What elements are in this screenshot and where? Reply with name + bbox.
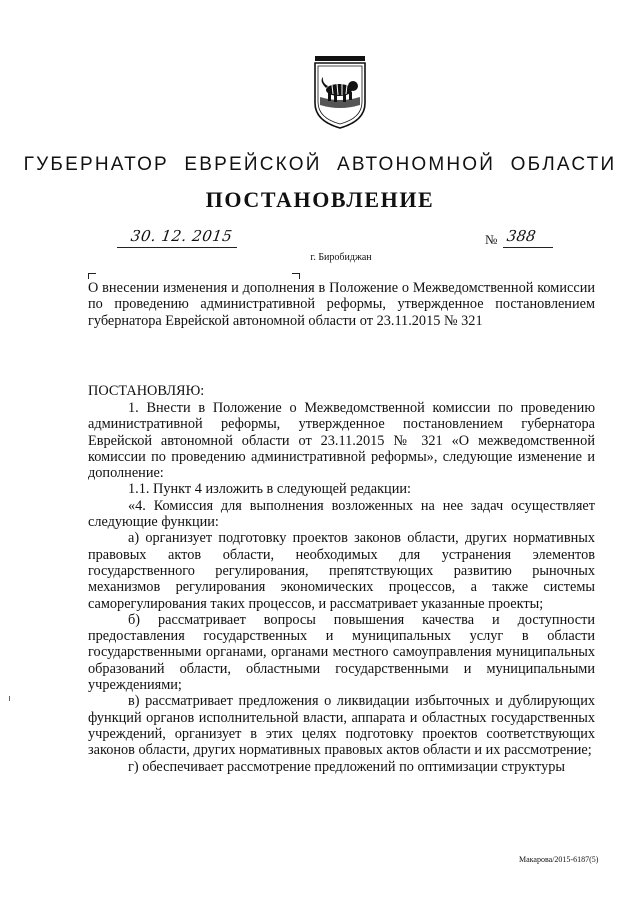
handwritten-date: 30. 12. 2015 bbox=[129, 227, 234, 245]
paragraph: 1. Внести в Положение о Межведомственной комиссии по проведению административной реформы, утвержденное постановлением губернатора Еврейской автономной области от 23.11.2015 № 321 «О межведомственной комиссии по проведению административной реформы», следующие изменение и дополнение: bbox=[88, 400, 595, 482]
subject-bracket-right bbox=[292, 273, 300, 279]
document-type-title: ПОСТАНОВЛЕНИЕ bbox=[205, 187, 435, 212]
margin-mark bbox=[9, 696, 10, 701]
handwritten-number: 388 bbox=[505, 227, 537, 245]
coat-of-arms-emblem bbox=[307, 53, 373, 131]
subject-bracket-left bbox=[88, 273, 96, 279]
paragraph: в) рассматривает предложения о ликвидации избыточных и дублирующих функций органов исполнительной власти, аппарата и областных государственных учреждений, организует в этих целях подготовку проектов соответствующих законов области, других нормативных правовых актов области и их рассмотрение; bbox=[88, 693, 595, 759]
paragraph: 1.1. Пункт 4 изложить в следующей редакции: bbox=[128, 481, 411, 498]
date-field bbox=[117, 229, 237, 248]
document-subject: О внесении изменения и дополнения в Положение о Межведомственной комиссии по проведению административной реформы, утвержденное постановлением губернатора Еврейской автономной области от 23.11.2015 № 321 bbox=[88, 280, 595, 329]
paragraph: г) обеспечивает рассмотрение предложений по оптимизации структуры bbox=[128, 758, 565, 775]
number-field bbox=[503, 229, 553, 248]
footer-code: Макарова/2015-6187(5) bbox=[519, 855, 599, 864]
paragraph: «4. Комиссия для выполнения возложенных на нее задач осуществляет следующие функции: bbox=[88, 497, 595, 531]
paragraph: б) рассматривает вопросы повышения качества и доступности предоставления государственных и муниципальных услуг в области государственными органами, органами местного самоуправления муниципальных образований области, областными государственными и муниципальными учреждениями; bbox=[88, 611, 595, 694]
city-line: г. Биробиджан bbox=[310, 252, 372, 263]
document-body bbox=[88, 400, 595, 775]
number-label: № bbox=[485, 232, 498, 247]
issuer-title: ГУБЕРНАТОР ЕВРЕЙСКОЙ АВТОНОМНОЙ ОБЛАСТИ bbox=[23, 154, 617, 175]
paragraph: а) организует подготовку проектов законов области, других нормативных правовых актов области, необходимых для устранения элементов государственного регулирования, препятствующих развитию рыночных механизмов регулирования экономических процессов, а также системы саморегулирования таких процессов, и рассматривает указанные проекты; bbox=[88, 530, 595, 612]
decree-word: ПОСТАНОВЛЯЮ: bbox=[88, 383, 205, 399]
